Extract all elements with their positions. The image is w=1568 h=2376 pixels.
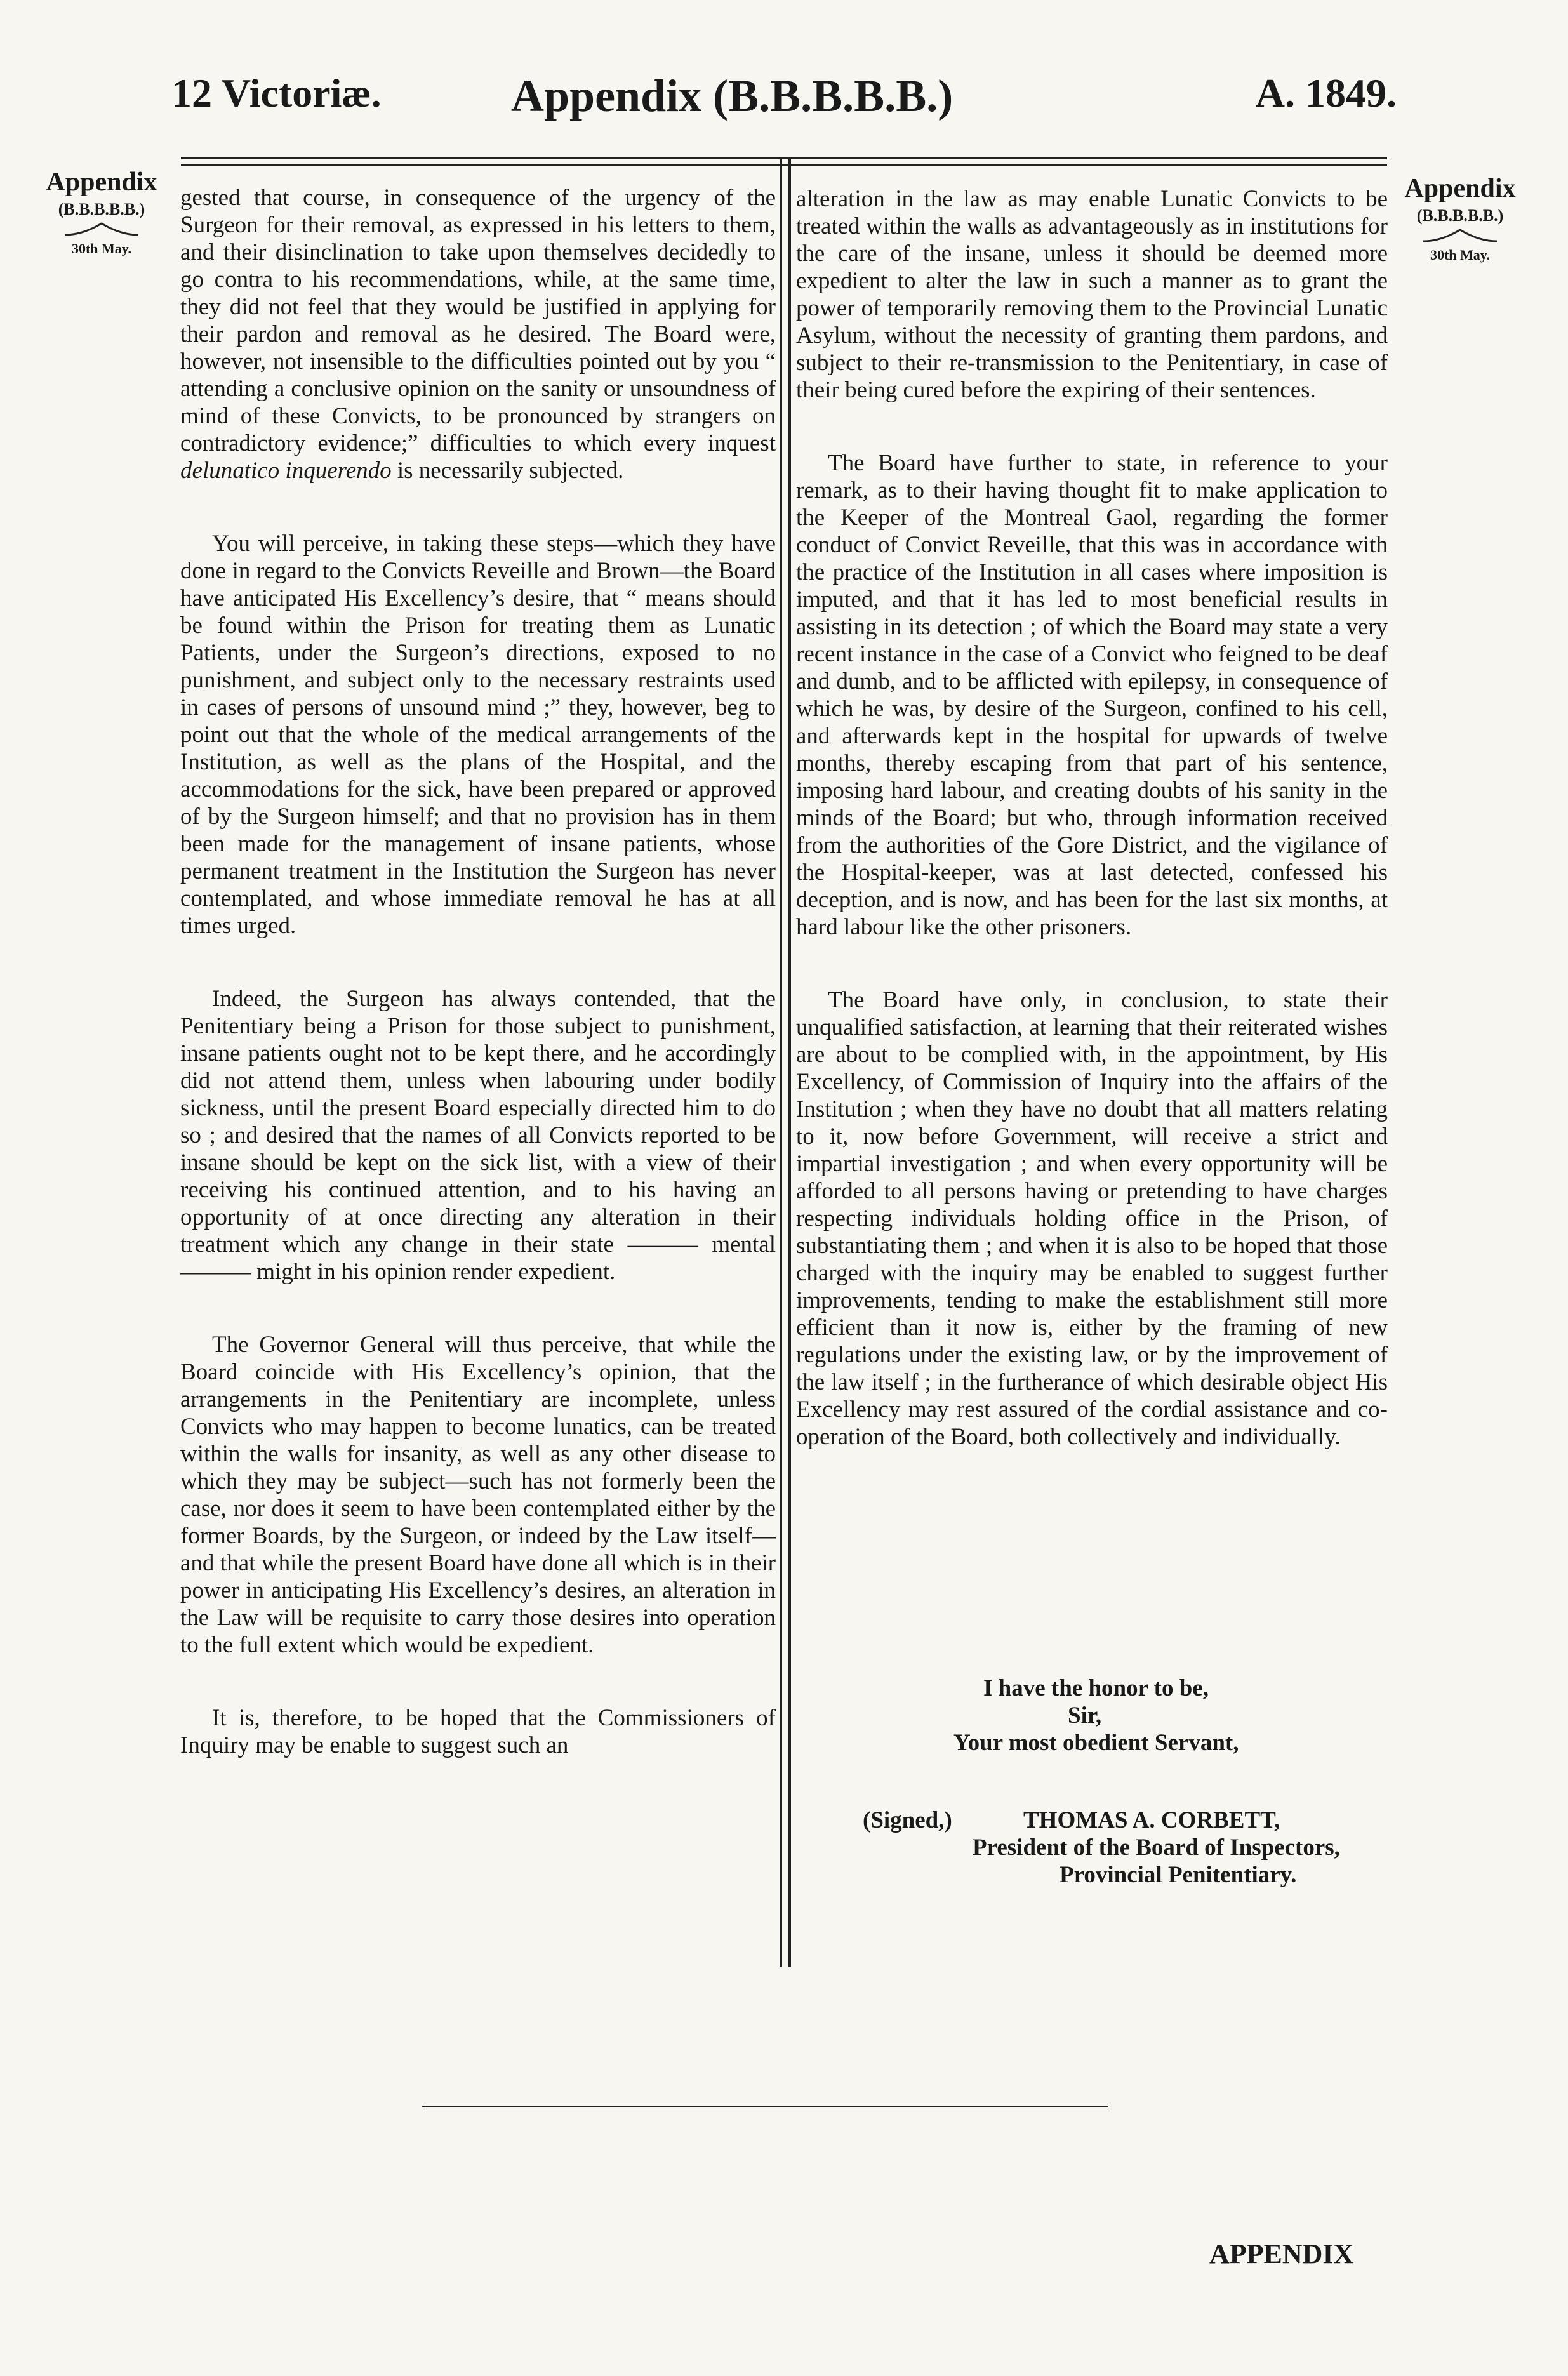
header-session: 12 Victoriæ. xyxy=(171,70,382,116)
margin-note-ref: (B.B.B.B.B.) xyxy=(1416,206,1504,225)
signatory-institution: Provincial Penitentiary. xyxy=(1060,1862,1297,1888)
margin-note-left xyxy=(38,166,165,257)
margin-note-date: 30th May. xyxy=(71,241,132,256)
margin-note-right xyxy=(1397,173,1524,263)
signatory-title: President of the Board of Inspectors, xyxy=(973,1835,1340,1861)
paragraph: The Governor General will thus perceive, that while the Board coincide with His Excellency’s opinion, that the arrangements in the Penitentiary are incomplete, unless Convicts who may happen to become lunatics, can be treated within the walls for insanity, as well as any other disease to which they may be subject—such has not formerly been the case, nor does it seem to have been contemplated either by the former Boards, by the Surgeon, or indeed by the Law itself—and that while the present Board have done all which is in their power in anticipating His Excellency’s desires, an alteration in the Law will be requisite to carry those desires into operation to the full extent which would be expedient. xyxy=(180,1332,776,1658)
closing-salutation: Sir, xyxy=(1068,1702,1102,1729)
header-year: A. 1849. xyxy=(1255,70,1397,116)
brace-ornament-icon xyxy=(1422,227,1498,244)
margin-note-title: Appendix xyxy=(46,168,157,197)
margin-note-title: Appendix xyxy=(1404,174,1516,203)
latin-term: delunatico inquerendo xyxy=(180,458,392,484)
end-rule xyxy=(422,2106,1108,2111)
margin-note-date: 30th May. xyxy=(1430,247,1491,263)
closing-servant: Your most obedient Servant, xyxy=(953,1730,1239,1756)
page-header xyxy=(171,70,1397,140)
paragraph: It is, therefore, to be hoped that the Commissioners of Inquiry may be enable to suggest such an xyxy=(180,1705,776,1758)
paragraph: The Board have further to state, in reference to your remark, as to their having thought fit to make application to the Keeper of the Montreal Gaol, regarding the former conduct of Convict Reveille, that this was in accordance with the practice of the Institution in all cases where imposition is imputed, and that it has led to most beneficial results in assisting in its detection ; of which the Board may state a very recent instance in the case of a Convict who feigned to be deaf and dumb, and to be afflicted with epilepsy, in consequence of which he was, by desire of the Surgeon, confined to his cell, and afterwards kept in the hospital for upwards of twelve months, thereby escaping from that part of his sentence, imposing hard labour, and creating doubts of his sanity in the minds of the Board; but who, through information received from the authorities of the Gore District, and the vigilance of the Hospital-keeper, was at last detected, confessed his deception, and is now, and has been for the last six months, at hard labour like the other prisoners. xyxy=(796,450,1388,940)
header-title: Appendix (B.B.B.B.B.) xyxy=(511,70,953,121)
left-column xyxy=(180,184,776,1759)
right-column xyxy=(796,185,1388,1450)
paragraph: alteration in the law as may enable Lunatic Convicts to be treated within the walls as advantageously as in institutions for the care of the insane, unless it should be deemed more expedient to alter the law in such a manner as to grant the power of temporarily removing them to the Provincial Lunatic Asylum, without the necessity of granting them pardons, and subject to their re-transmission to the Penitentiary, in case of their being cured before the expiring of their sentences. xyxy=(796,186,1388,403)
paragraph-text: is necessarily subjected. xyxy=(391,458,624,484)
paragraph-text: gested that course, in consequence of the urgency of the Surgeon for their removal, as expressed in his letters to them, and their disinclination to take upon themselves decidedly to go contra to his recommendations, while, at the same time, they did not feel that they would be justified in applying for their pardon and removal as he desired. The Board were, however, not insensible to the difficulties pointed out by you “ attending a conclusive opinion on the sanity or unsoundness of mind of these Convicts, to be pronounced by strangers on contradictory evidence;” difficulties to which every inquest xyxy=(180,185,776,456)
closing-honor: I have the honor to be, xyxy=(983,1675,1209,1701)
paragraph: The Board have only, in conclusion, to state their unqualified satisfaction, at learning that their reiterated wishes are about to be complied with, in the appointment, by His Excellency, of Commission of Inquiry into the affairs of the Institution ; when they have no doubt that all matters relating to it, now before Government, will receive a strict and impartial investigation ; and when every opportunity will be afforded to all persons having or pretending to have charges respecting individuals holding office in the Prison, of substantiating them ; and when it is also to be hoped that those charged with the inquiry may be enabled to suggest further improvements, tending to make the establishment still more efficient than it now is, either by the framing of new regulations under the existing law, or by the improvement of the law itself ; in the furtherance of which desirable object His Excellency may rest assured of the cordial assistance and co-operation of the Board, both collectively and individually. xyxy=(796,987,1388,1450)
margin-note-ref: (B.B.B.B.B.) xyxy=(58,200,145,218)
signed-label: (Signed,) xyxy=(863,1807,952,1833)
paragraph: Indeed, the Surgeon has always contended, that the Penitentiary being a Prison for those subject to punishment, insane patients ought not to be kept there, and he accordingly did not attend them, unless when labouring under bodily sickness, until the present Board especially directed him to do so ; and desired that the names of all Convicts reported to be insane should be kept on the sick list, with a view of their receiving his continued attention, and to his having an opportunity of at once directing any alteration in their treatment which any change in their state ——— mental ——— might in his opinion render expedient. xyxy=(180,986,776,1285)
column-divider xyxy=(780,157,791,1967)
paragraph: You will perceive, in taking these steps—which they have done in regard to the Convicts Reveille and Brown—the Board have anticipated His Excellency’s desire, that “ means should be found within the Prison for treating them as Lunatic Patients, under the Surgeon’s directions, exposed to no punishment, and subject only to the necessary restraints used in cases of persons of unsound mind ;” they, however, beg to point out that the whole of the medical arrangements of the Institution, as well as the plans of the Hospital, and the accommodations for the sick, have been prepared or approved of by the Surgeon himself; and that no provision has in them been made for the management of insane patients, whose permanent treatment in the Institution the Surgeon has never contemplated, and whose immediate removal he has at all times urged. xyxy=(180,531,776,939)
catchword: APPENDIX xyxy=(1209,2238,1354,2269)
paragraph xyxy=(180,184,776,484)
brace-ornament-icon xyxy=(63,221,140,237)
signatory-name: THOMAS A. CORBETT, xyxy=(1023,1807,1280,1833)
